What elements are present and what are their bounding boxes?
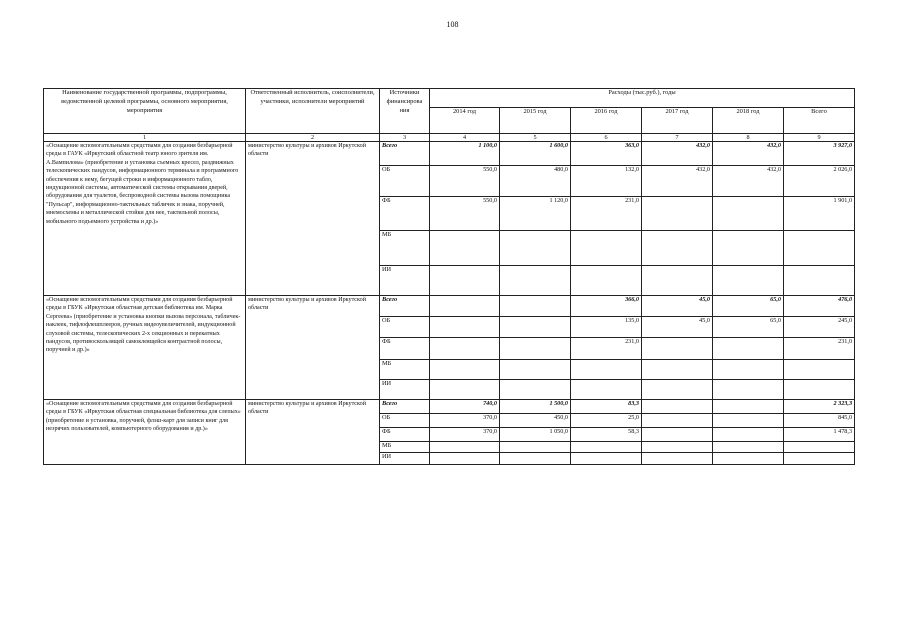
column-number: 2 <box>246 134 380 142</box>
total-value <box>784 442 855 453</box>
year-value <box>430 453 500 465</box>
header-name: Наименование государственной программы, подпрограммы, ведомственной целевой программы, основного мероприятия, мероприятия <box>44 89 246 134</box>
year-value <box>500 338 571 360</box>
funding-source: ФБ <box>380 197 430 231</box>
year-value: 45,0 <box>642 296 713 317</box>
year-value: 65,0 <box>713 317 784 338</box>
header-year: 2016 год <box>571 108 642 134</box>
year-value: 370,0 <box>430 428 500 442</box>
year-value <box>430 266 500 296</box>
header-year: 2014 год <box>430 108 500 134</box>
total-value: 2 026,0 <box>784 166 855 197</box>
year-value <box>571 231 642 266</box>
column-number: 9 <box>784 134 855 142</box>
year-value <box>642 231 713 266</box>
year-value <box>430 380 500 400</box>
funding-source: МБ <box>380 360 430 380</box>
total-value: 1 478,3 <box>784 428 855 442</box>
year-value <box>430 317 500 338</box>
year-value: 432,0 <box>713 166 784 197</box>
year-value <box>571 453 642 465</box>
year-value <box>713 266 784 296</box>
total-value: 2 323,3 <box>784 400 855 414</box>
year-value <box>713 442 784 453</box>
year-value: 83,3 <box>571 400 642 414</box>
funding-source: МБ <box>380 231 430 266</box>
year-value <box>642 428 713 442</box>
funding-source: ФБ <box>380 338 430 360</box>
responsible-executor: министерство культуры и архивов Иркутской области <box>246 296 380 400</box>
column-number: 8 <box>713 134 784 142</box>
header-total: Всего <box>784 108 855 134</box>
year-value <box>571 360 642 380</box>
year-value: 132,0 <box>571 166 642 197</box>
year-value <box>713 380 784 400</box>
year-value <box>642 380 713 400</box>
year-value <box>571 266 642 296</box>
year-value <box>713 400 784 414</box>
year-value <box>713 428 784 442</box>
year-value: 65,0 <box>713 296 784 317</box>
year-value: 25,0 <box>571 414 642 428</box>
funding-source: ИИ <box>380 453 430 465</box>
year-value: 480,0 <box>500 166 571 197</box>
column-number: 4 <box>430 134 500 142</box>
total-value: 3 927,0 <box>784 142 855 166</box>
year-value <box>500 296 571 317</box>
header-year: 2017 год <box>642 108 713 134</box>
year-value <box>500 380 571 400</box>
year-value <box>642 360 713 380</box>
total-value: 231,0 <box>784 338 855 360</box>
year-value <box>500 317 571 338</box>
table-row <box>44 142 855 166</box>
year-value <box>430 338 500 360</box>
year-value <box>642 414 713 428</box>
year-value: 550,0 <box>430 197 500 231</box>
responsible-executor: министерство культуры и архивов Иркутской области <box>246 142 380 296</box>
year-value: 366,0 <box>571 296 642 317</box>
year-value: 231,0 <box>571 197 642 231</box>
funding-source: ОБ <box>380 317 430 338</box>
year-value: 363,0 <box>571 142 642 166</box>
table-row <box>44 296 855 317</box>
funding-source: Всего <box>380 400 430 414</box>
total-value <box>784 380 855 400</box>
year-value: 432,0 <box>713 142 784 166</box>
funding-source: МБ <box>380 442 430 453</box>
total-value <box>784 231 855 266</box>
year-value <box>642 442 713 453</box>
measure-description: «Оснащение вспомогательными средствами для создания безбарьерной среды в ГБУК «Иркутская областная специальная библиотека для слепых» (приобретение и установка, поручней, флэш-карт для записи книг для незрячих пользователей, компьютерного оборудования и др.)» <box>44 400 246 465</box>
funding-source: Всего <box>380 296 430 317</box>
funding-source: ИИ <box>380 380 430 400</box>
total-value: 245,0 <box>784 317 855 338</box>
funding-source: ФБ <box>380 428 430 442</box>
funding-source: Всего <box>380 142 430 166</box>
responsible-executor: министерство культуры и архивов Иркутской области <box>246 400 380 465</box>
page-number: 108 <box>446 20 459 29</box>
funding-source: ОБ <box>380 414 430 428</box>
column-number: 1 <box>44 134 246 142</box>
total-value: 476,0 <box>784 296 855 317</box>
year-value: 432,0 <box>642 166 713 197</box>
header-year: 2018 год <box>713 108 784 134</box>
year-value <box>642 197 713 231</box>
total-value <box>784 266 855 296</box>
year-value <box>713 231 784 266</box>
column-number: 7 <box>642 134 713 142</box>
year-value: 550,0 <box>430 166 500 197</box>
year-value <box>571 380 642 400</box>
year-value <box>571 442 642 453</box>
year-value <box>713 197 784 231</box>
year-value <box>713 414 784 428</box>
year-value: 1 100,0 <box>430 142 500 166</box>
total-value <box>784 453 855 465</box>
column-number: 5 <box>500 134 571 142</box>
year-value: 58,3 <box>571 428 642 442</box>
year-value: 231,0 <box>571 338 642 360</box>
year-value: 450,0 <box>500 414 571 428</box>
year-value <box>713 338 784 360</box>
header-executor: Ответственный исполнитель, соисполнители, участники, исполнители мероприятий <box>246 89 380 134</box>
year-value: 370,0 <box>430 414 500 428</box>
funding-source: ОБ <box>380 166 430 197</box>
year-value: 1 600,0 <box>500 142 571 166</box>
measure-description: «Оснащение вспомогательными средствами для создания безбарьерной среды в ГАУК «Иркутский областной театр юного зрителя им. А.Вампилова» (приобретение и установка съемных кресел, раздвижных телескопических пандусов, информационного терминала и программного обеспечения к нему, бегущей строки и информационного табло, индукционной системы, автоматической системы открывания дверей, оборудования для туалетов, беспроводной системы вызова помощника "Пульсар", информационно-тактильных табличек и знака, поручней, мнемосхемы и металлической стойки для нее, тактильной полосы, мобильного подъемного устройства и др.)» <box>44 142 246 296</box>
year-value <box>430 442 500 453</box>
year-value: 1 500,0 <box>500 400 571 414</box>
year-value <box>500 231 571 266</box>
year-value: 1 120,0 <box>500 197 571 231</box>
year-value <box>642 453 713 465</box>
year-value: 740,0 <box>430 400 500 414</box>
total-value: 1 901,0 <box>784 197 855 231</box>
year-value: 1 050,0 <box>500 428 571 442</box>
funding-source: ИИ <box>380 266 430 296</box>
header-year: 2015 год <box>500 108 571 134</box>
year-value <box>430 360 500 380</box>
year-value <box>500 360 571 380</box>
year-value <box>642 400 713 414</box>
year-value <box>430 296 500 317</box>
year-value: 135,0 <box>571 317 642 338</box>
year-value <box>500 453 571 465</box>
year-value: 45,0 <box>642 317 713 338</box>
year-value: 432,0 <box>642 142 713 166</box>
budget-table <box>43 88 855 465</box>
measure-description: «Оснащение вспомогательными средствами для создания безбарьерной среды в ГБУК «Иркутская областная детская библиотека им. Марка Сергеева» (приобретение и установка кнопки вызова персонала, табличек-наклеек, тифлофлешплееров, ручных видеоувеличителей, индукционной слуховой системы, телескопических 2-х секционных и перекатных пандусов, противоскользящей самоклеящейся контрастной полосы, поручней и др.)» <box>44 296 246 400</box>
header-sources: Источники финансирова ния <box>380 89 430 134</box>
header-expenses: Расходы (тыс.руб.), годы <box>430 89 855 108</box>
table-row <box>44 400 855 414</box>
year-value <box>713 453 784 465</box>
column-number: 3 <box>380 134 430 142</box>
year-value <box>713 360 784 380</box>
total-value: 845,0 <box>784 414 855 428</box>
year-value <box>642 338 713 360</box>
year-value <box>500 442 571 453</box>
year-value <box>500 266 571 296</box>
total-value <box>784 360 855 380</box>
year-value <box>642 266 713 296</box>
column-numbers-row <box>44 134 855 142</box>
year-value <box>430 231 500 266</box>
column-number: 6 <box>571 134 642 142</box>
